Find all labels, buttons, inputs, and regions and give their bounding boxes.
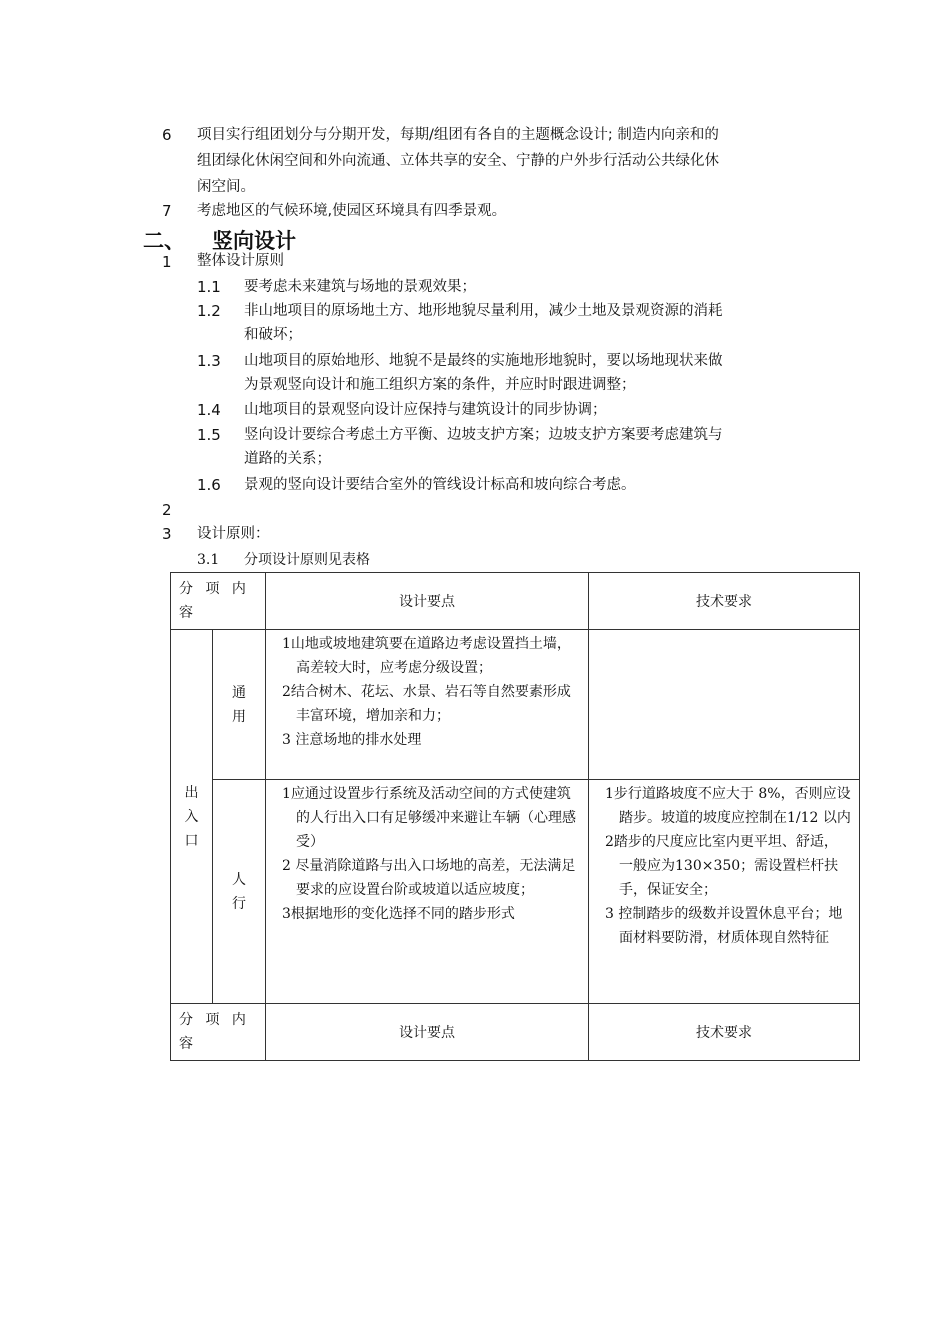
header-col1: 分 项 内 容 (171, 573, 266, 630)
list-text-line: 闲空间。 (197, 179, 255, 195)
subitem-text-line: 非山地项目的原场地土方、地形地貌尽量利用，减少土地及景观资源的消耗 (244, 303, 723, 319)
point-item: 1山地或坡地建筑要在道路边考虑设置挡土墙，高差较大时，应考虑分级设置； (282, 636, 571, 676)
list-text-line: 项目实行组团划分与分期开发，每期/组团有各自的主题概念设计; 制造内向亲和的 (197, 127, 719, 143)
subitem-text-line: 为景观竖向设计和施工组织方案的条件，并应时时跟进调整； (244, 377, 636, 393)
subitem-text-line: 竖向设计要综合考虑土方平衡、边坡支护方案；边坡支护方案要考虑建筑与 (244, 427, 723, 443)
section-number: 二、 (143, 229, 185, 253)
subitem-number: 1.6 (197, 476, 221, 494)
header-col3: 技术要求 (589, 573, 860, 630)
table-row (171, 780, 860, 1004)
subitem-3-1-text: 分项设计原则见表格 (244, 552, 370, 568)
list-text-line: 组团绿化休闲空间和外向流通、立体共享的安全、宁静的户外步行活动公共绿化休 (197, 153, 719, 169)
point-item: 1应通过设置步行系统及活动空间的方式使建筑的人行出入口有足够缓冲来避让车辆（心理感受） (282, 786, 576, 850)
list-number: 6 (162, 126, 172, 144)
item-3-number: 3 (162, 525, 172, 543)
subitem-number: 1.1 (197, 278, 221, 296)
requirements-cell (589, 780, 860, 1004)
subitem-text-line: 道路的关系； (244, 451, 331, 467)
point-item: 3 注意场地的排水处理 (282, 732, 422, 748)
requirement-item: 3 控制踏步的级数并设置休息平台；地面材料要防滑，材质体现自然特征 (605, 906, 843, 946)
sub-label: 通用 (232, 684, 247, 725)
subitem-number: 1.5 (197, 426, 221, 444)
subitem-number: 1.4 (197, 401, 221, 419)
sub-cell (213, 780, 266, 1004)
subitem-3-1-number: 3.1 (197, 552, 220, 568)
subitem-text-line: 和破坏； (244, 327, 302, 343)
requirement-item: 1步行道路坡度不应大于 8%，否则应设踏步。坡道的坡度应控制在1/12 以内 (605, 786, 851, 826)
subitem-text-line: 山地项目的景观竖向设计应保持与建筑设计的同步协调； (244, 402, 607, 418)
point-item: 2 尽量消除道路与出入口场地的高差，无法满足要求的应设置台阶或坡道以适应坡度； (282, 858, 576, 898)
item-3-text: 设计原则： (197, 526, 270, 542)
table-header-row (171, 573, 860, 630)
subitem-text-line: 景观的竖向设计要结合室外的管线设计标高和坡向综合考虑。 (244, 477, 636, 493)
item-2-number: 2 (162, 501, 172, 519)
footer-col2: 设计要点 (266, 1004, 589, 1061)
points-cell (266, 630, 589, 780)
subitem-number: 1.2 (197, 302, 221, 320)
list-number: 7 (162, 202, 172, 220)
subitem-number: 1.3 (197, 352, 221, 370)
table-row (171, 630, 860, 780)
group-cell (171, 630, 213, 1004)
table-footer-row (171, 1004, 860, 1061)
point-item: 3根据地形的变化选择不同的踏步形式 (282, 906, 515, 922)
footer-col3: 技术要求 (589, 1004, 860, 1061)
requirement-item: 2踏步的尺度应比室内更平坦、舒适，一般应为130×350；需设置栏杆扶手，保证安全； (605, 834, 839, 898)
point-item: 2结合树木、花坛、水景、岩石等自然要素形成丰富环境，增加亲和力； (282, 684, 571, 724)
subitem-text-line: 山地项目的原始地形、地貌不是最终的实施地形地貌时，要以场地现状来做 (244, 353, 723, 369)
group-label: 出入口 (184, 784, 199, 849)
item-1-text: 整体设计原则 (197, 253, 284, 269)
footer-col1: 分 项 内 容 (171, 1004, 266, 1061)
sub-label: 人行 (232, 871, 247, 912)
list-text-line: 考虑地区的气候环境,使园区环境具有四季景观。 (197, 203, 507, 219)
design-principles-table (170, 572, 860, 1061)
requirements-cell (589, 630, 860, 780)
item-1-number: 1 (162, 253, 172, 271)
subitem-text-line: 要考虑未来建筑与场地的景观效果； (244, 279, 476, 295)
header-col2: 设计要点 (266, 573, 589, 630)
points-cell (266, 780, 589, 1004)
section-title: 竖向设计 (212, 229, 296, 253)
sub-cell (213, 630, 266, 780)
